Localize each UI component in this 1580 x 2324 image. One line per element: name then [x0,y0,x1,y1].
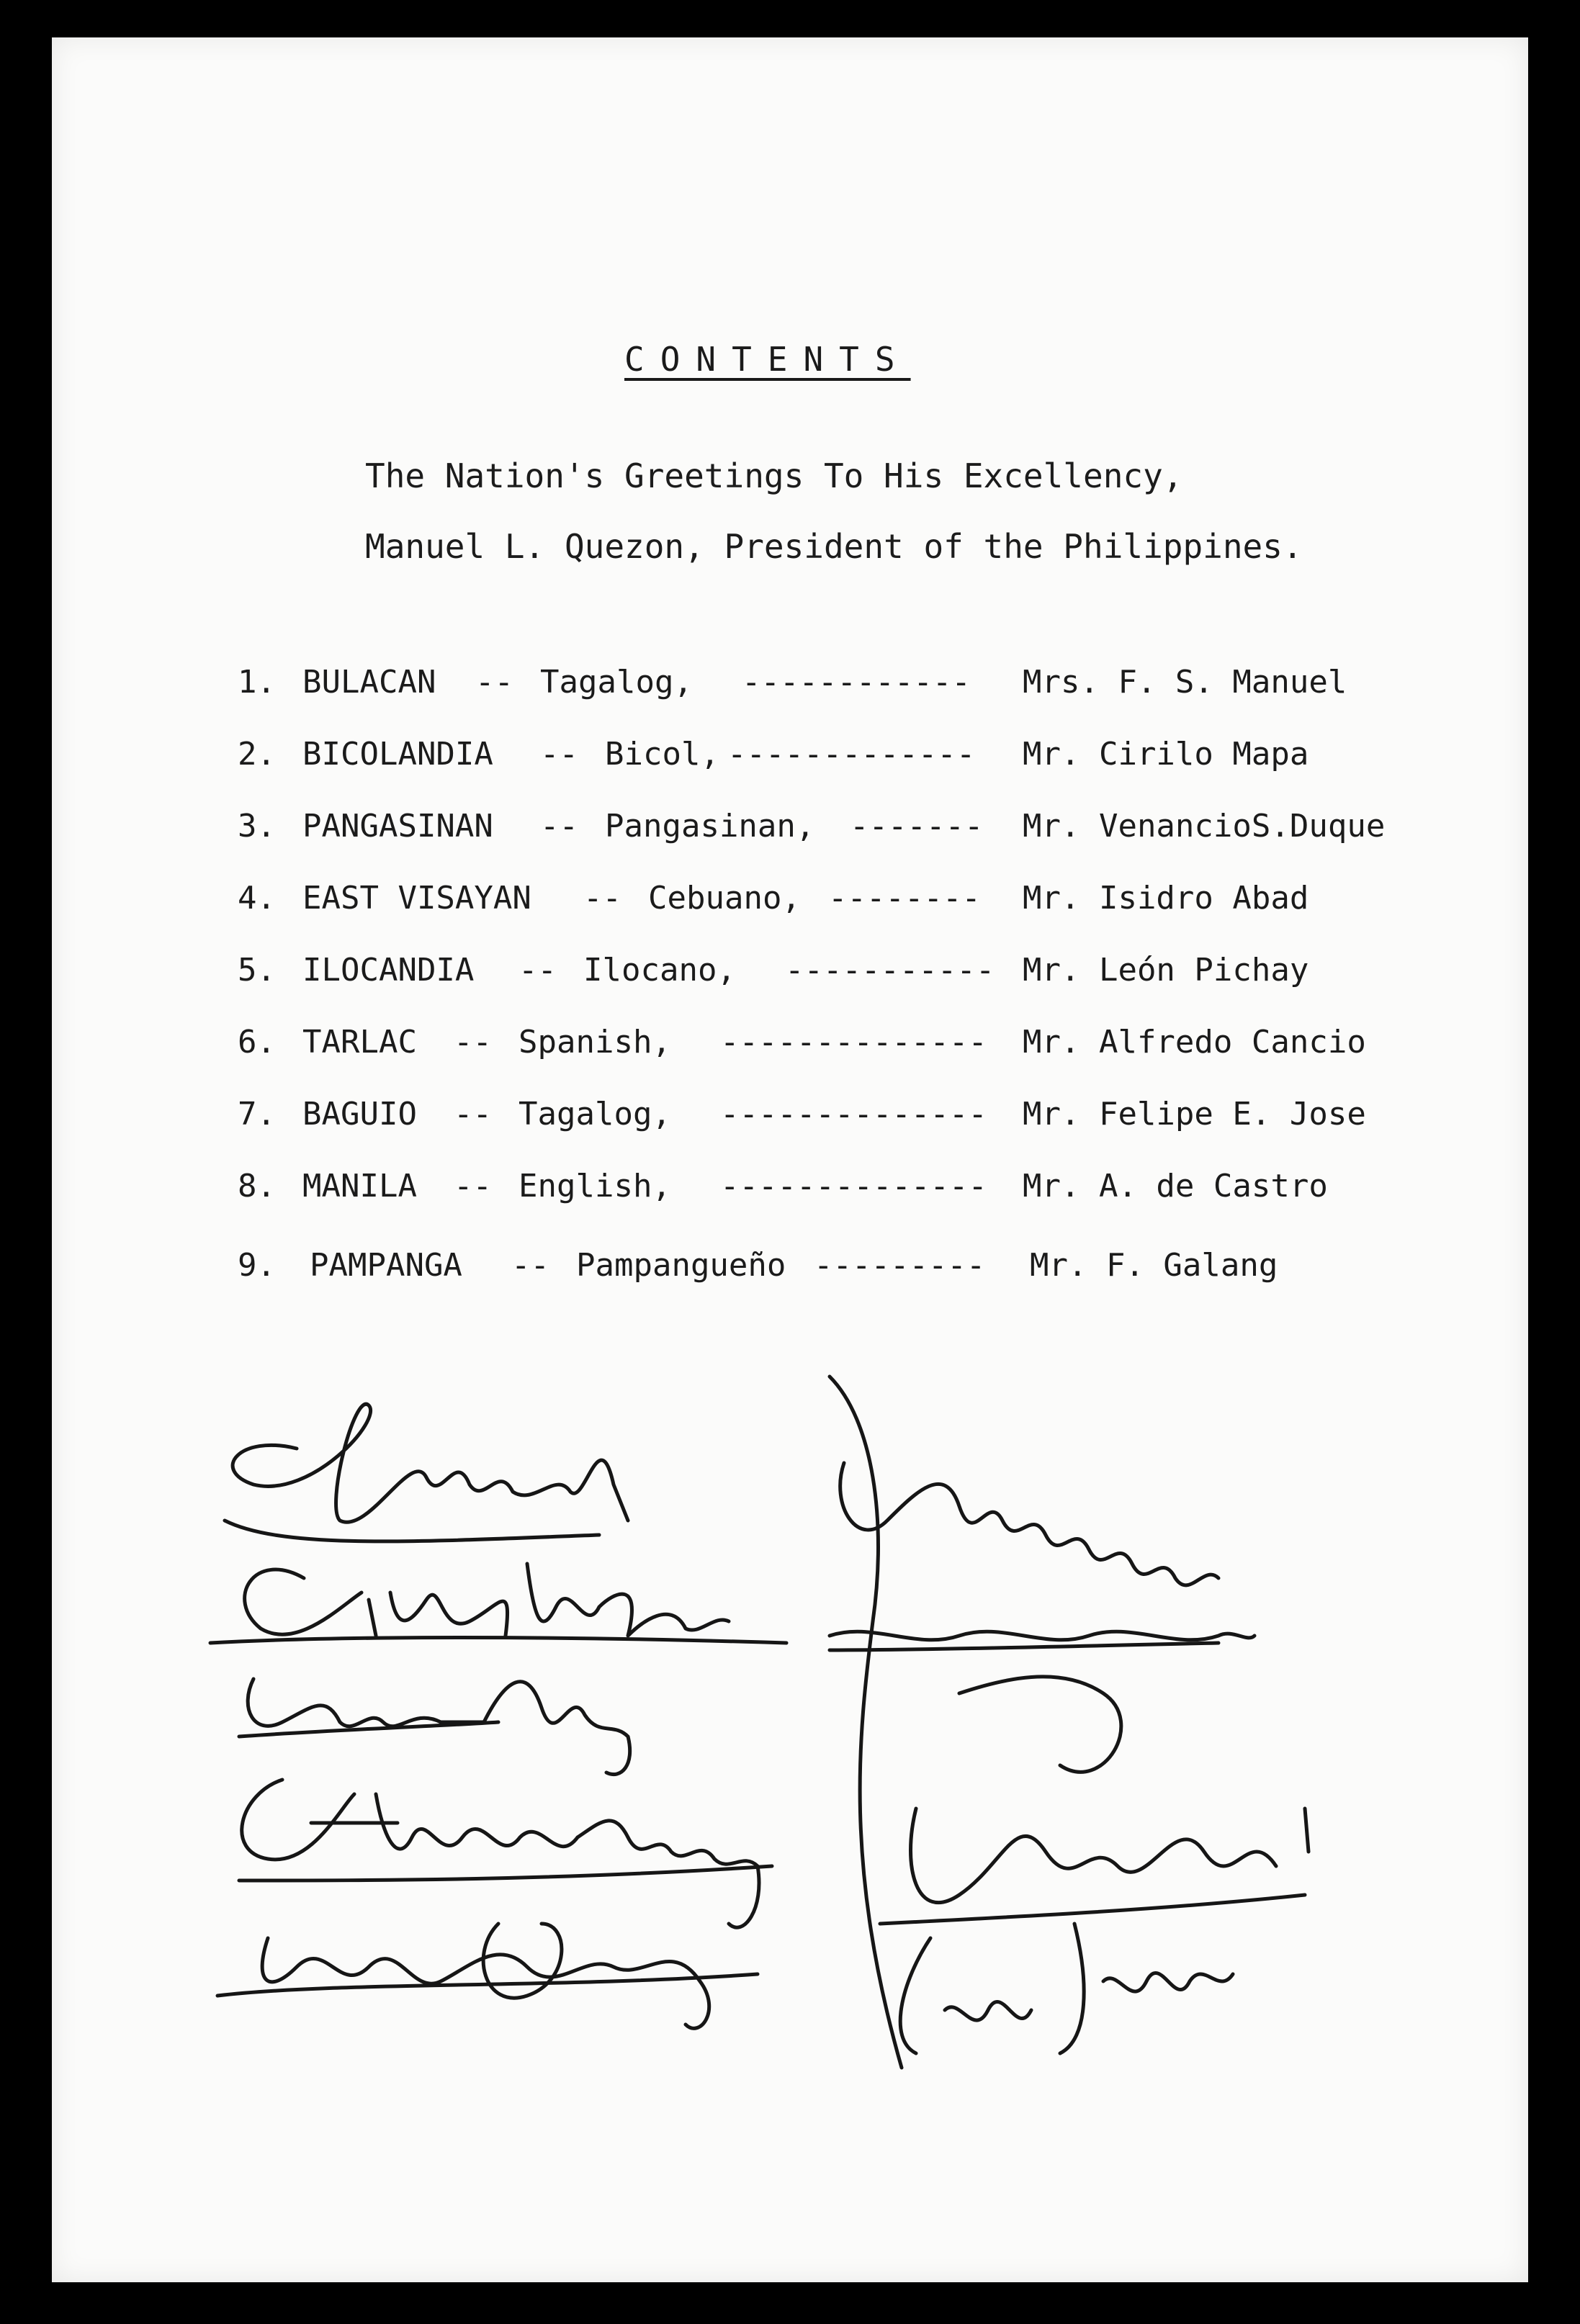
entry-contributor: Mr. Cirilo Mapa [1023,736,1309,773]
entry-region: TARLAC [302,1024,417,1060]
entry-language: Tagalog, [540,664,693,701]
signature-cancio [830,1631,1254,1640]
signature-pichay [840,1463,1218,1585]
entry-separator: -- [519,952,557,988]
greeting-line-2: Manuel L. Quezon, President of the Philippines. [365,527,1303,566]
entry-contributor: Mr. Felipe E. Jose [1023,1096,1366,1132]
signature-galang [242,1780,759,1927]
greeting-line-1: The Nation's Greetings To His Excellency, [365,456,1183,495]
entry-contributor: Mr. A. de Castro [1023,1168,1328,1204]
entry-region: EAST VISAYAN [302,880,531,916]
entry-number: 6. [238,1024,276,1060]
entry-leader: --------- [814,1247,986,1284]
entry-separator: -- [540,808,578,845]
entry-leader: ------------- [727,736,976,773]
entry-region: ILOCANDIA [302,952,475,988]
entry-region: PAMPANGA [310,1247,462,1284]
entry-language: Pangasinan, [605,808,815,845]
signature-manuel [233,1404,628,1522]
entry-region: PANGASINAN [302,808,493,845]
entry-separator: -- [583,880,621,916]
contents-entry [238,736,1404,779]
entry-separator: -- [454,1168,492,1204]
entry-leader: ------- [850,808,984,845]
contents-entry [238,1247,1404,1290]
contents-entry [238,1168,1404,1211]
entry-contributor: Mr. VenancioS.Duque [1023,808,1386,845]
signature-castro [900,1924,1233,2053]
entry-leader: ------------ [742,664,971,701]
entry-region: BAGUIO [302,1096,417,1132]
contents-entry [238,664,1404,707]
entry-region: BICOLANDIA [302,736,493,773]
entry-leader: -------------- [720,1096,987,1132]
entry-language: Ilocano, [583,952,736,988]
entry-number: 5. [238,952,276,988]
signatures-drawing [196,1362,1348,2111]
contents-heading: CONTENTS [624,340,911,379]
contents-entry [238,1096,1404,1139]
entry-language: Tagalog, [519,1096,671,1132]
entry-number: 7. [238,1096,276,1132]
entry-region: MANILA [302,1168,417,1204]
entry-contributor: Mr. F. Galang [1030,1247,1278,1284]
entry-number: 3. [238,808,276,845]
signature-mapa [245,1564,729,1636]
contents-entry [238,1024,1404,1067]
entry-contributor: Mr. León Pichay [1023,952,1309,988]
entry-contributor: Mr. Isidro Abad [1023,880,1309,916]
entry-number: 1. [238,664,276,701]
entry-separator: -- [540,736,578,773]
entry-number: 4. [238,880,276,916]
entry-number: 2. [238,736,276,773]
signatures-area [196,1362,1348,2111]
entry-region: BULACAN [302,664,436,701]
entry-leader: ----------- [785,952,995,988]
entry-separator: -- [454,1024,492,1060]
entry-language: Bicol, [605,736,719,773]
entry-separator: -- [511,1247,549,1284]
entry-contributor: Mrs. F. S. Manuel [1023,664,1347,701]
contents-entry [238,880,1404,923]
entry-separator: -- [475,664,513,701]
signature-duque [262,1924,709,2028]
entry-contributor: Mr. Alfredo Cancio [1023,1024,1366,1060]
contents-entry [238,808,1404,851]
entry-number: 9. [238,1247,276,1284]
entry-leader: -------------- [720,1168,987,1204]
entry-leader: -------- [828,880,981,916]
document-page [52,37,1528,2282]
entry-number: 8. [238,1168,276,1204]
contents-entry [238,952,1404,995]
entry-separator: -- [454,1096,492,1132]
entry-language: Cebuano, [648,880,801,916]
entry-language: Pampangueño [576,1247,786,1284]
entry-language: Spanish, [519,1024,671,1060]
entry-language: English, [519,1168,671,1204]
signature-jose [911,1677,1309,1903]
entry-leader: -------------- [720,1024,987,1060]
